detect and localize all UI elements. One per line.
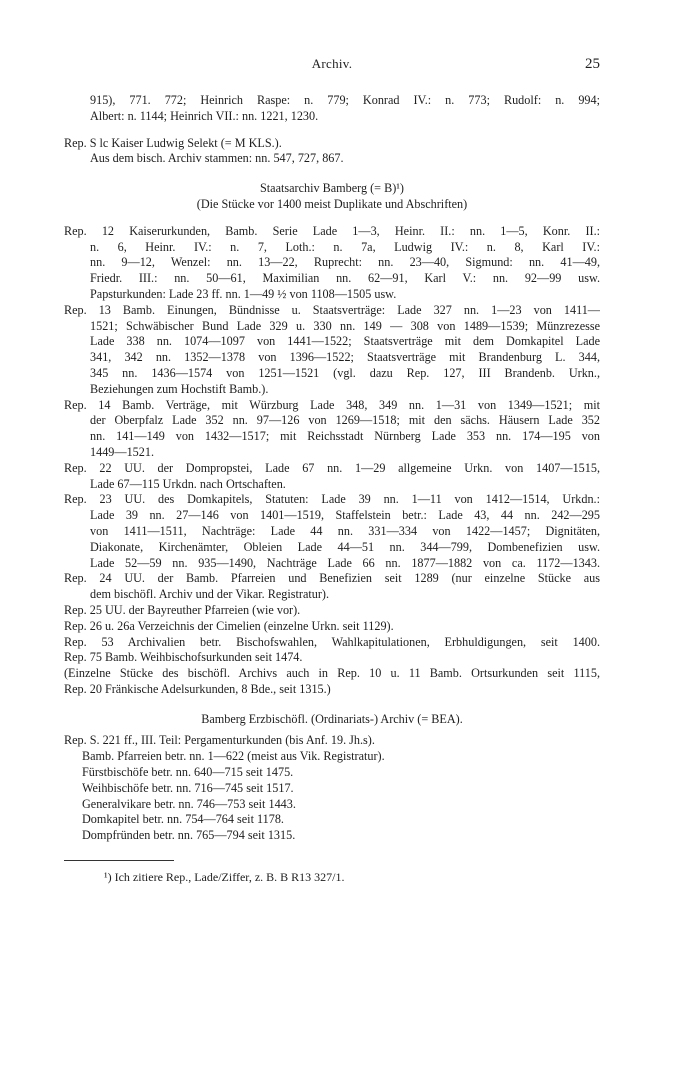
section-heading: Staatsarchiv Bamberg (= B)¹) — [260, 181, 404, 196]
footnote-rule — [64, 860, 174, 861]
text-line: dem bischöfl. Archiv und der Vikar. Registratur). — [90, 587, 330, 602]
text-line: Friedr. III.: nn. 50—61, Maximilian nn. 62—91, Karl V.: nn. 92—99 usw. — [90, 271, 600, 286]
document-body — [64, 93, 600, 885]
text-line: Rep. 14 Bamb. Verträge, mit Würzburg Lade 348, 349 nn. 1—31 von 1349—1521; mit — [64, 397, 600, 412]
text-line: nn. 141—149 von 1432—1517; mit Reichsstadt Nürnberg Lade 353 nn. 174—195 von — [90, 429, 600, 444]
text-line: Rep. 20 Fränkische Adelsurkunden, 8 Bde., seit 1315.) — [64, 681, 331, 696]
footnote: ¹) Ich zitiere Rep., Lade/Ziffer, z. B. B R13 327/1. — [104, 870, 345, 885]
text-line: Rep. 12 Kaiserurkunden, Bamb. Serie Lade 1—3, Heinr. II.: nn. 1—5, Konr. II.: — [64, 223, 600, 238]
text-line: nn. 9—12, Wenzel: nn. 13—22, Ruprecht: nn. 23—40, Sigmund: nn. 41—49, — [90, 255, 600, 270]
text-line: Rep. S. 221 ff., III. Teil: Pergamenturkunden (bis Anf. 19. Jh.s). — [64, 733, 375, 748]
text-line: Lade 338 nn. 1074—1097 von 1441—1522; Staatsverträge mit dem Domkapitel Lade — [90, 334, 600, 349]
running-title: Archiv. — [311, 56, 353, 71]
text-line: der Oberpfalz Lade 352 nn. 97—126 von 1269—1518; mit den sächs. Häusern Lade 352 — [90, 413, 600, 428]
text-line: Lade 39 nn. 27—146 von 1401—1519, Staffelstein betr.: Lade 43, 44 nn. 242—295 — [90, 508, 600, 523]
text-line: 1449—1521. — [90, 444, 154, 459]
text-line: Rep. 24 UU. der Bamb. Pfarreien und Benefizien seit 1289 (nur einzelne Stücke aus — [64, 571, 600, 586]
text-line: Beziehungen zum Hochstift Bamb.). — [90, 381, 269, 396]
text-line: Aus dem bisch. Archiv stammen: nn. 547, 727, 867. — [90, 151, 344, 166]
text-line: von 1411—1511, Nachträge: Lade 44 nn. 331—334 von 1422—1457; Dignitäten, — [90, 523, 600, 538]
section-heading: Bamberg Erzbischöfl. (Ordinariats-) Archiv (= BEA). — [201, 711, 463, 726]
text-line: Lade 52—59 nn. 935—1490, Nachträge Lade 66 nn. 1877—1882 von ca. 1172—1343. — [90, 555, 600, 570]
text-line: Rep. 75 Bamb. Weihbischofsurkunden seit 1474. — [64, 650, 303, 665]
text-line: 341, 342 nn. 1352—1378 von 1396—1522; Staatsverträge mit Brandenburg L. 344, — [90, 350, 600, 365]
text-line: n. 6, Heinr. IV.: n. 7, Loth.: n. 7a, Ludwig IV.: n. 8, Karl IV.: — [90, 239, 600, 254]
text-line: 915), 771. 772; Heinrich Raspe: n. 779; Konrad IV.: n. 773; Rudolf: n. 994; — [90, 93, 600, 107]
text-line: Diakonate, Kirchenämter, Obleien Lade 44—51 nn. 344—799, Dombenefizien usw. — [90, 539, 600, 554]
list-item: Domkapitel betr. nn. 754—764 seit 1178. — [82, 812, 284, 827]
text-line: 1521; Schwäbischer Bund Lade 329 u. 330 nn. 149 — 308 von 1489—1539; Münzrezesse — [90, 318, 600, 333]
text-line: Rep. 23 UU. des Domkapitels, Statuten: Lade 39 nn. 1—11 von 1412—1514, Urkdn.: — [64, 492, 600, 507]
list-item: Fürstbischöfe betr. nn. 640—715 seit 1475. — [82, 765, 294, 780]
section-subheading: (Die Stücke vor 1400 meist Duplikate und Abschriften) — [196, 196, 468, 211]
list-item: Generalvikare betr. nn. 746—753 seit 1443. — [82, 796, 296, 811]
text-line: Rep. S lc Kaiser Ludwig Selekt (= M KLS.). — [64, 135, 282, 150]
text-line: Lade 67—115 Urkdn. nach Ortschaften. — [90, 476, 286, 491]
text-line: Albert: n. 1144; Heinrich VII.: nn. 1221, 1230. — [90, 108, 319, 123]
text-line: Papsturkunden: Lade 23 ff. nn. 1—49 ½ von 1108—1505 usw. — [90, 286, 397, 301]
text-line: (Einzelne Stücke des bischöfl. Archivs auch in Rep. 10 u. 11 Bamb. Ortsurkunden seit 1115, — [64, 666, 600, 681]
list-item: Bamb. Pfarreien betr. nn. 1—622 (meist aus Vik. Registratur). — [82, 749, 385, 764]
text-line: Rep. 26 u. 26a Verzeichnis der Cimelien (einzelne Urkn. seit 1129). — [64, 618, 394, 633]
running-head — [64, 56, 600, 76]
text-line: Rep. 22 UU. der Dompropstei, Lade 67 nn. 1—29 allgemeine Urkn. von 1407—1515, — [64, 460, 600, 475]
text-line: Rep. 25 UU. der Bayreuther Pfarreien (wie vor). — [64, 602, 301, 617]
list-item: Weihbischöfe betr. nn. 716—745 seit 1517. — [82, 780, 294, 795]
page-number: 25 — [585, 56, 600, 72]
text-line: Rep. 53 Archivalien betr. Bischofswahlen, Wahlkapitulationen, Erbhuldigungen, seit 1400. — [64, 634, 600, 649]
text-line: Rep. 13 Bamb. Einungen, Bündnisse u. Staatsverträge: Lade 327 nn. 1—23 von 1411— — [64, 302, 600, 317]
text-line: 345 nn. 1436—1574 von 1251—1521 (vgl. dazu Rep. 127, III Brandenb. Urkn., — [90, 365, 600, 380]
list-item: Dompfründen betr. nn. 765—794 seit 1315. — [82, 828, 296, 843]
